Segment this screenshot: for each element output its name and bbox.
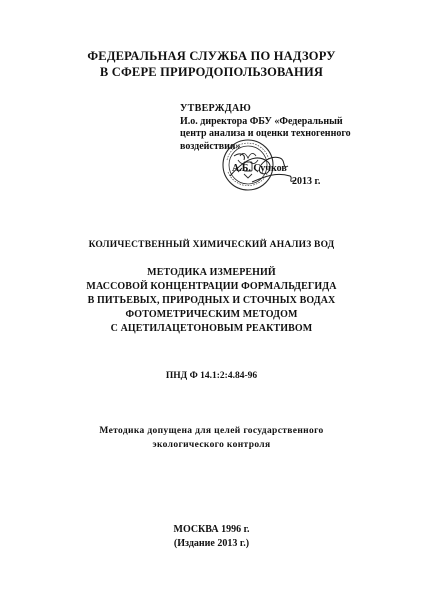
admission-line-1: Методика допущена для целей государственного: [99, 426, 324, 436]
method-title-line-1: МЕТОДИКА ИЗМЕРЕНИЙ: [147, 267, 276, 278]
method-title: [0, 266, 423, 336]
method-title-line-5: С АЦЕТИЛАЦЕТОНОВЫМ РЕАКТИВОМ: [110, 323, 313, 334]
city-year: МОСКВА 1996 г.: [173, 524, 250, 535]
approval-line-2: центр анализа и оценки техногенного: [180, 128, 351, 139]
document-code: ПНД Ф 14.1:2:4.84-96: [165, 371, 258, 381]
approval-line-3: воздействия»: [180, 140, 241, 152]
edition-note: (Издание 2013 г.): [173, 538, 250, 549]
agency-header: [0, 48, 423, 80]
approval-heading: УТВЕРЖДАЮ: [180, 103, 252, 114]
section-title: КОЛИЧЕСТВЕННЫЙ ХИМИЧЕСКИЙ АНАЛИЗ ВОД: [88, 240, 335, 250]
method-title-line-3: В ПИТЬЕВЫХ, ПРИРОДНЫХ И СТОЧНЫХ ВОДАХ: [87, 295, 336, 306]
signatory-name: А.Б. Сучков: [232, 163, 287, 174]
method-title-line-2: МАССОВОЙ КОНЦЕНТРАЦИИ ФОРМАЛЬДЕГИДА: [86, 281, 337, 292]
footer-block: [0, 523, 423, 551]
agency-line-2: В СФЕРЕ ПРИРОДОПОЛЬЗОВАНИЯ: [99, 65, 324, 79]
agency-line-1: ФЕДЕРАЛЬНАЯ СЛУЖБА ПО НАДЗОРУ: [87, 49, 336, 63]
admission-line-2: экологического контроля: [152, 440, 271, 450]
approval-year: 2013 г.: [292, 176, 321, 187]
method-title-line-4: ФОТОМЕТРИЧЕСКИМ МЕТОДОМ: [125, 309, 298, 320]
approval-line-1: И.о. директора ФБУ «Федеральный: [180, 115, 343, 127]
admission-note: [0, 424, 423, 452]
